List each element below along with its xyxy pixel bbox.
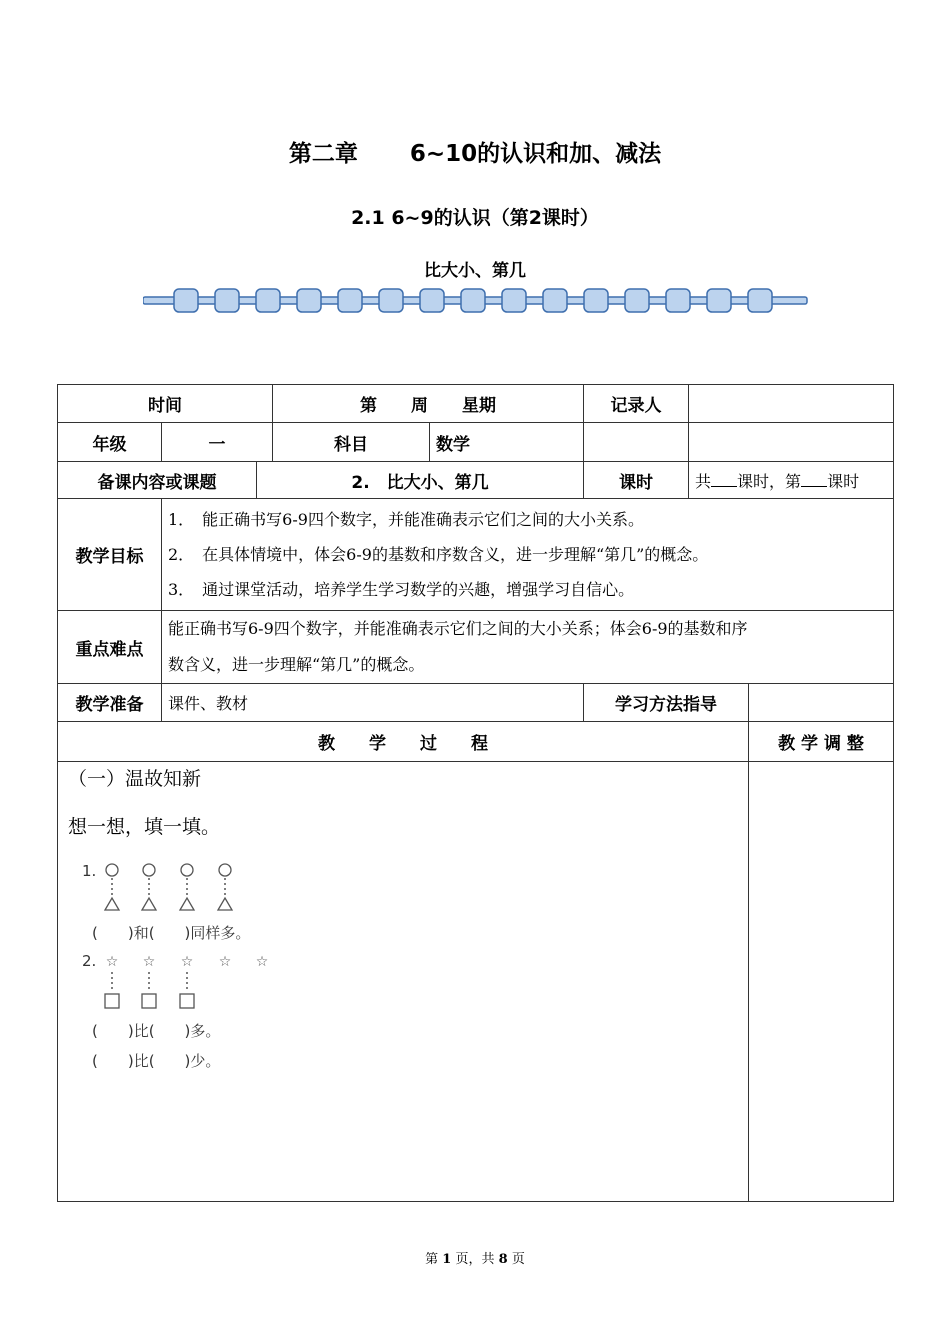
q2-line2: ( )比( )少。	[92, 1052, 221, 1070]
square-icon	[105, 994, 119, 1008]
recorder-value[interactable]	[689, 385, 894, 423]
bead	[748, 289, 772, 312]
topic-label: 备课内容或课题	[58, 462, 257, 499]
chapter-number: 第二章	[288, 141, 358, 167]
prep-value: 课件、教材	[162, 684, 584, 722]
prep-label: 教学准备	[58, 684, 162, 722]
subject-value: 数学	[430, 423, 584, 462]
review-prompt: 想一想，填一填。	[68, 816, 221, 838]
circle-icon	[219, 864, 231, 876]
method-value[interactable]	[749, 684, 894, 722]
key-label: 重点难点	[58, 611, 162, 684]
review-title: （一）温故知新	[68, 768, 202, 790]
bead	[174, 289, 198, 312]
square-icon	[142, 994, 156, 1008]
chapter-name: 6~10的认识和加、减法	[409, 141, 662, 167]
bead-decoration	[143, 286, 809, 316]
hours-label: 课时	[584, 462, 689, 499]
process-content	[58, 762, 749, 1202]
triangle-icon	[218, 898, 232, 910]
circle-icon	[106, 864, 118, 876]
star-icon: ☆	[105, 954, 119, 970]
page-footer: 第 1 页，共 8 页	[425, 1252, 525, 1267]
empty-cell	[689, 423, 894, 462]
grade-label: 年级	[58, 423, 162, 462]
goals-list	[162, 499, 894, 611]
hours-value: 共 课时，第 课时	[689, 462, 894, 499]
bead	[707, 289, 731, 312]
week-label: 第 周 星期	[273, 385, 584, 423]
page-total: 8	[498, 1252, 508, 1267]
triangle-icon	[180, 898, 194, 910]
circle-icon	[181, 864, 193, 876]
triangle-icon	[142, 898, 156, 910]
grade-value: 一	[162, 423, 273, 462]
goal-item: 3． 通过课堂活动，培养学生学习数学的兴趣，增强学习自信心。	[168, 580, 635, 599]
beads	[174, 289, 772, 312]
q2-line1: ( )比( )多。	[92, 1022, 221, 1040]
bead	[543, 289, 567, 312]
topic-value: 2. 比大小、第几	[257, 462, 584, 499]
process-heading: 教 学 过 程	[58, 722, 749, 762]
adjust-content[interactable]	[749, 762, 894, 1202]
bead	[420, 289, 444, 312]
q2-number: 2.	[82, 952, 97, 970]
star-icon: ☆	[180, 954, 194, 970]
bead	[461, 289, 485, 312]
chapter-title	[0, 135, 950, 168]
star-icon: ☆	[255, 954, 269, 970]
bead	[297, 289, 321, 312]
empty-cell	[584, 423, 689, 462]
subject-label: 科目	[273, 423, 430, 462]
q1-text: ( )和( )同样多。	[92, 924, 251, 942]
circle-icon	[143, 864, 155, 876]
bead	[502, 289, 526, 312]
bead	[625, 289, 649, 312]
square-icon	[180, 994, 194, 1008]
bead	[379, 289, 403, 312]
lesson-title: 比大小、第几	[424, 261, 526, 281]
star-icon: ☆	[218, 954, 232, 970]
adjust-heading: 教 学 调 整	[749, 722, 894, 762]
exercise-figure	[68, 854, 328, 1104]
bead	[584, 289, 608, 312]
section-title: 2.1 6~9的认识（第2课时）	[351, 207, 599, 229]
lesson-plan-table	[57, 384, 894, 1202]
star-icon: ☆	[142, 954, 156, 970]
bead	[256, 289, 280, 312]
goals-label: 教学目标	[58, 499, 162, 611]
bead	[215, 289, 239, 312]
bead	[666, 289, 690, 312]
q1-number: 1.	[82, 862, 97, 880]
goal-item: 1． 能正确书写6-9四个数字，并能准确表示它们之间的大小关系。	[168, 510, 644, 529]
key-points: 能正确书写6-9四个数字，并能准确表示它们之间的大小关系；体会6-9的基数和序 数含义，进一步理解“第几”的概念。	[162, 611, 894, 684]
time-label: 时间	[58, 385, 273, 423]
method-label: 学习方法指导	[584, 684, 749, 722]
triangle-icon	[105, 898, 119, 910]
bead	[338, 289, 362, 312]
page-number: 1	[442, 1252, 452, 1267]
goal-item: 2． 在具体情境中，体会6-9的基数和序数含义，进一步理解“第几”的概念。	[168, 545, 709, 564]
recorder-label: 记录人	[584, 385, 689, 423]
